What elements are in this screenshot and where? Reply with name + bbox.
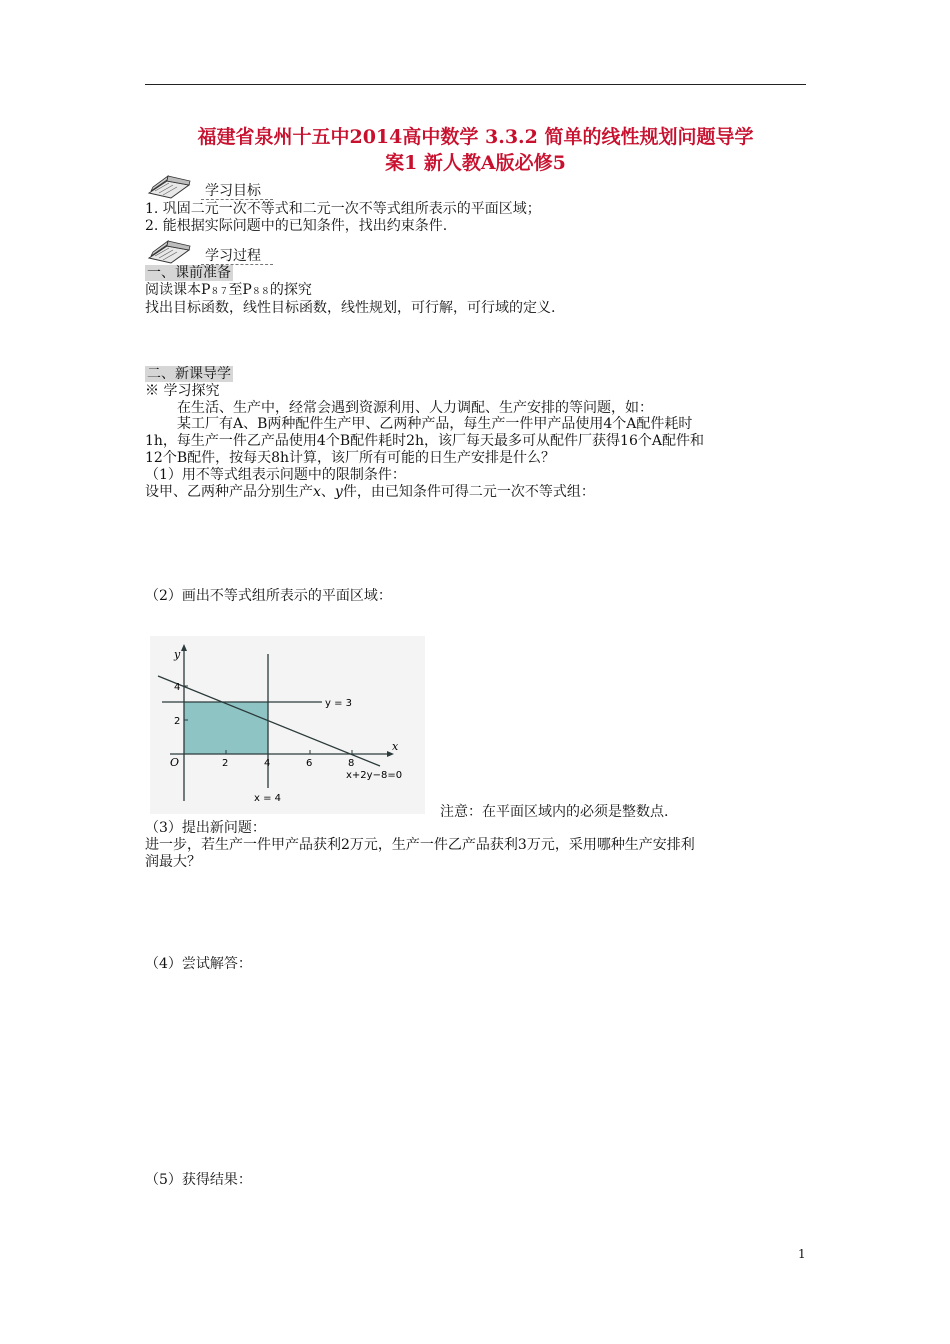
reading-line: 阅读课本P８７至P８８的探究 (145, 282, 312, 298)
y-tick-2: 2 (174, 716, 181, 727)
process-heading-row (145, 236, 405, 264)
question-4: （4）尝试解答： (145, 956, 252, 972)
process-heading: 学习过程 (205, 248, 261, 264)
x-tick-2: 2 (222, 758, 229, 769)
page-number: 1 (798, 1247, 806, 1261)
feasible-region-graph (150, 636, 425, 814)
question-5: （5）获得结果： (145, 1172, 252, 1188)
question-3: （3）提出新问题： (145, 820, 266, 836)
problem-line-3: 12个B配件，按每天8h计算，该厂所有可能的日生产安排是什么？ (145, 450, 556, 466)
goal-item-1: 1. 巩固二元一次不等式和二元一次不等式组所表示的平面区域； (145, 201, 541, 217)
label-x-equals-4: x = 4 (254, 793, 282, 804)
goal-item-2: 2. 能根据实际问题中的已知条件，找出约束条件. (145, 218, 448, 234)
question-3-line-1: 进一步，若生产一件甲产品获利2万元，生产一件乙产品获利3万元，采用哪种生产安排利 (145, 837, 695, 853)
y-axis-label: y (174, 648, 181, 661)
x-axis-label: x (392, 740, 399, 753)
question-2: （2）画出不等式组所表示的平面区域： (145, 588, 392, 604)
question-1-text: 设甲、乙两种产品分别生产x、y件，由已知条件可得二元一次不等式组： (145, 484, 595, 500)
origin-label: O (170, 756, 180, 769)
feasible-region (184, 702, 268, 754)
intro-text: 在生活、生产中，经常会遇到资源利用、人力调配、生产安排的等问题，如： (177, 400, 653, 416)
problem-line-1: 某工厂有A、B两种配件生产甲、乙两种产品，每生产一件甲产品使用4个A配件耗时 (177, 416, 693, 432)
section1-heading: 一、课前准备 (147, 265, 231, 281)
document-title-line2: 案1 新人教A版必修5 (385, 152, 566, 174)
goals-heading: 学习目标 (205, 183, 261, 199)
label-y-equals-3: y = 3 (325, 698, 353, 709)
question-3-line-2: 润最大？ (145, 854, 201, 870)
goals-heading-row (145, 171, 405, 199)
problem-line-2: 1h，每生产一件乙产品使用4个B配件耗时2h，该厂每天最多可从配件厂获得16个A配件和 (145, 433, 704, 449)
definitions-task: 找出目标函数，线性目标函数，线性规划，可行解，可行域的定义. (145, 300, 556, 316)
top-rule (145, 84, 806, 85)
document-title-line1: 福建省泉州十五中2014高中数学 3.3.2 简单的线性规划问题导学 (197, 126, 754, 148)
y-tick-4: 4 (174, 682, 181, 693)
x-tick-8: 8 (348, 758, 355, 769)
explore-label: ※ 学习探究 (145, 383, 220, 399)
x-tick-4: 4 (264, 758, 271, 769)
x-tick-6: 6 (306, 758, 313, 769)
section2-heading: 二、新课导学 (147, 366, 231, 382)
book-icon (145, 236, 197, 264)
book-icon (145, 171, 197, 199)
question-1: （1）用不等式组表示问题中的限制条件： (145, 467, 406, 483)
integer-point-note: 注意：在平面区域内的必须是整数点. (440, 804, 669, 820)
label-x-plus-2y-minus-8: x+2y−8=0 (346, 770, 403, 781)
